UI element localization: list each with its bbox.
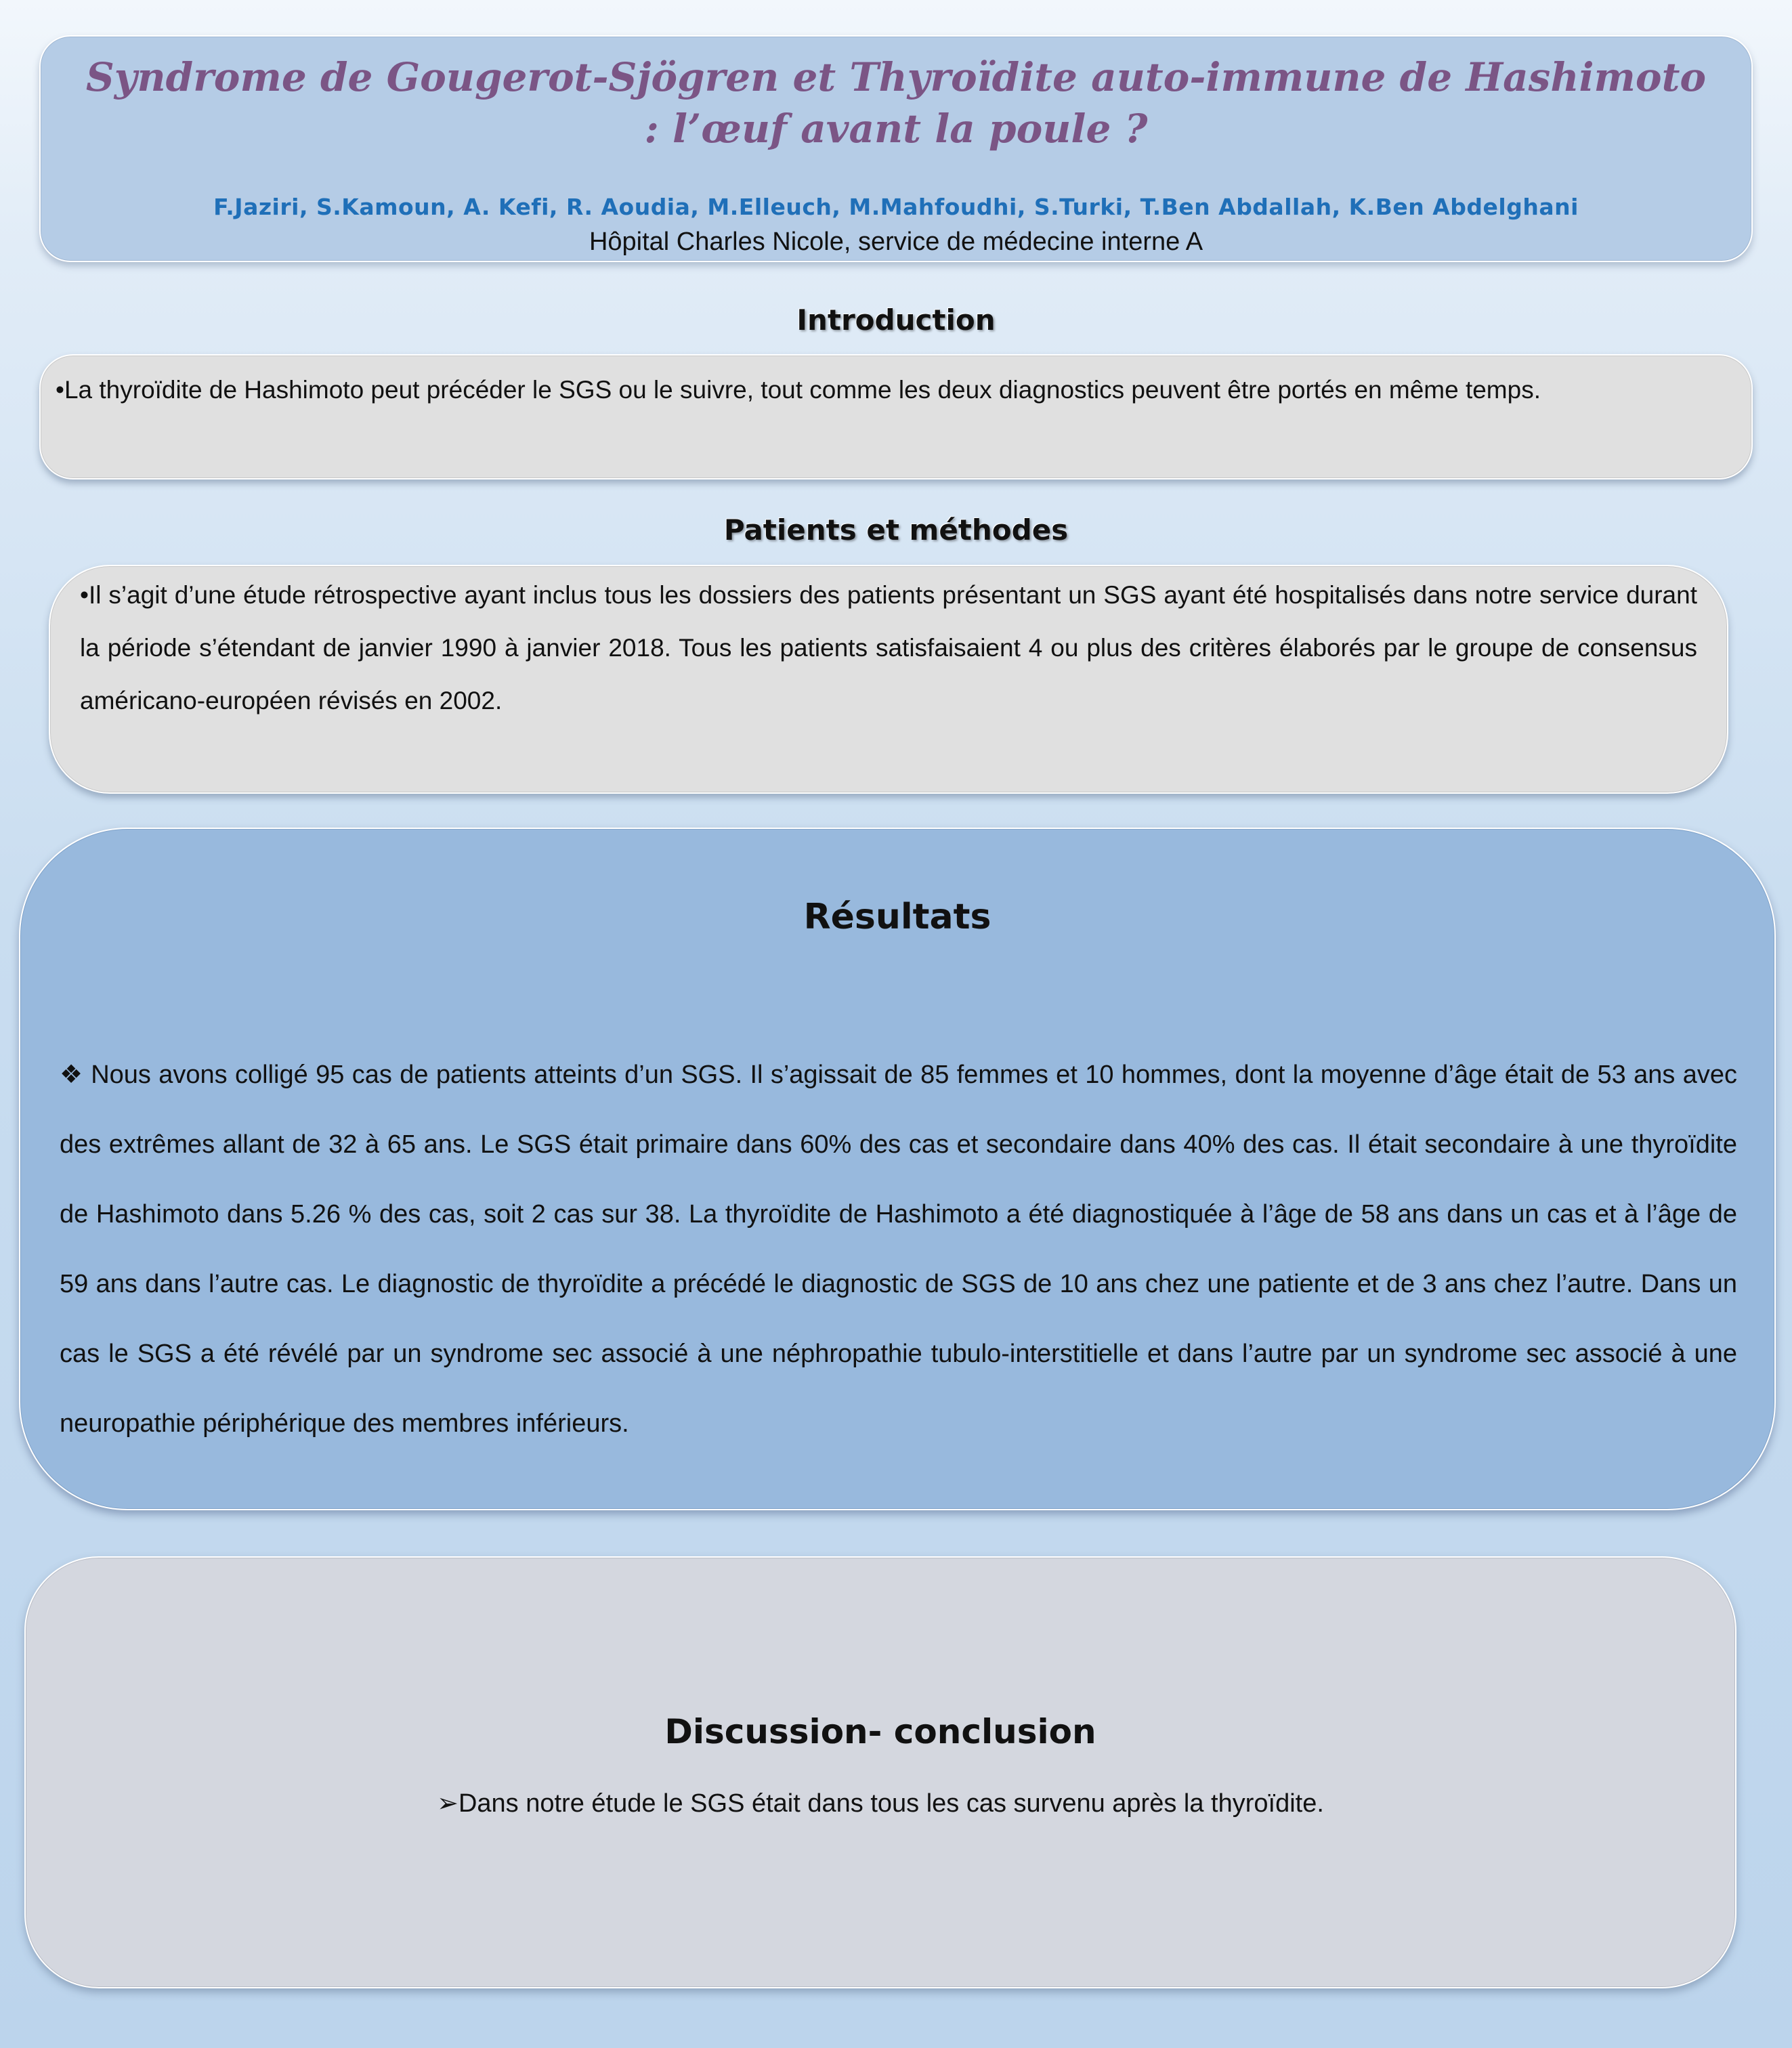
introduction-text: •La thyroïdite de Hashimoto peut précéder le SGS ou le suivre, tout comme les deux diagnostics peuvent être portés en même temps.: [56, 376, 1541, 404]
discussion-panel: [24, 1556, 1736, 1988]
introduction-heading: Introduction: [796, 303, 996, 337]
affiliation: Hôpital Charles Nicole, service de médecine interne A: [589, 228, 1203, 256]
diamond-bullet-icon: ❖: [60, 1061, 83, 1089]
discussion-heading: Discussion- conclusion: [664, 1712, 1096, 1751]
discussion-text: Dans notre étude le SGS était dans tous les cas survenu après la thyroïdite.: [458, 1789, 1324, 1818]
results-text: Nous avons colligé 95 cas de patients atteints d’un SGS. Il s’agissait de 85 femmes et 10 hommes, dont la moyenne d’âge était de 53 ans avec des extrêmes allant de 32 à 65 ans. Le SGS était primaire dans 60% des cas et secondaire dans 40% des cas. Il était secondaire à une thyroïdite de Hashimoto dans 5.26 % des cas, soit 2 cas sur 38. La thyroïdite de Hashimoto a été diagnostiquée à l’âge de 58 ans dans un cas et à l’âge de 59 ans dans l’autre cas. Le diagnostic de thyroïdite a précédé le diagnostic de SGS de 10 ans chez une patiente et de 3 ans chez l’autre. Dans un cas le SGS a été révélé par un syndrome sec associé à une néphropathie tubulo-interstitielle et dans l’autre par un syndrome sec associé à une neuropathie périphérique des membres inférieurs.: [60, 1061, 1737, 1438]
results-text-block: [60, 1040, 1737, 1459]
results-panel: [19, 828, 1776, 1510]
methods-text: •Il s’agit d’une étude rétrospective ayant inclus tous les dossiers des patients présentant un SGS ayant été hospitalisés dans notre service durant la période s’étendant de janvier 1990 à janvier 2018. Tous les patients satisfaisaient 4 ou plus des critères élaborés par le groupe de consensus américano-européen révisés en 2002.: [80, 581, 1697, 714]
poster-title: Syndrome de Gougerot-Sjögren et Thyroïdite auto-immune de Hashimoto : l’œuf avant la poule ?: [85, 54, 1707, 152]
methods-panel: [49, 565, 1728, 794]
discussion-text-block: [26, 1788, 1735, 1818]
results-heading: Résultats: [803, 897, 991, 937]
arrow-bullet-icon: ➢: [437, 1789, 458, 1818]
methods-heading: Patients et méthodes: [723, 513, 1069, 547]
author-list: F.Jaziri, S.Kamoun, A. Kefi, R. Aoudia, M.Elleuch, M.Mahfoudhi, S.Turki, T.Ben Abdallah, K.Ben Abdelghani: [213, 194, 1579, 220]
introduction-panel: [39, 354, 1753, 479]
title-banner: [39, 35, 1753, 262]
